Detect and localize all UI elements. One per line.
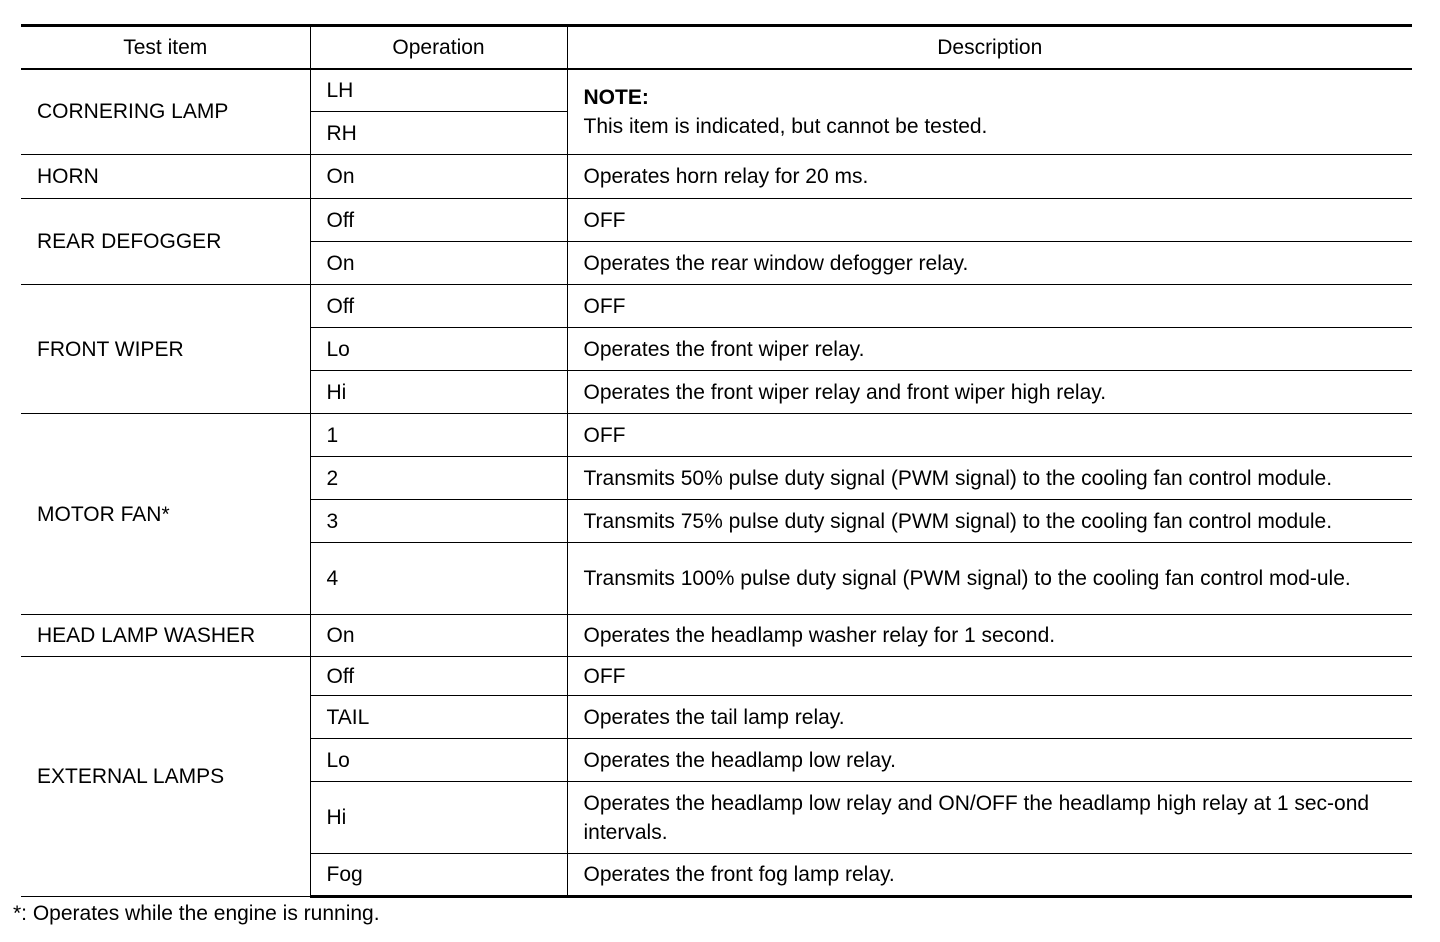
- operation-cell: RH: [310, 112, 567, 155]
- note-cell: [567, 69, 1412, 155]
- description-cell: Transmits 50% pulse duty signal (PWM signal) to the cooling fan control module.: [567, 457, 1412, 500]
- operation-cell: 3: [310, 500, 567, 543]
- test-item-horn: HORN: [21, 155, 310, 199]
- description-cell: Operates the front fog lamp relay.: [567, 854, 1412, 897]
- table-row: [21, 414, 1412, 457]
- description-cell: Transmits 100% pulse duty signal (PWM signal) to the cooling fan control mod-ule.: [567, 543, 1412, 615]
- description-cell: Operates the tail lamp relay.: [567, 696, 1412, 739]
- description-cell: Operates the headlamp low relay.: [567, 739, 1412, 782]
- footnote: *: Operates while the engine is running.: [13, 902, 380, 925]
- table-row: [21, 69, 1412, 112]
- test-item-head-lamp-washer: HEAD LAMP WASHER: [21, 615, 310, 657]
- operation-cell: Off: [310, 285, 567, 328]
- description-cell: Operates the headlamp low relay and ON/OFF the headlamp high relay at 1 sec-ond intervals.: [567, 782, 1412, 854]
- table-row: [21, 199, 1412, 242]
- description-cell: OFF: [567, 199, 1412, 242]
- test-item-cornering-lamp: CORNERING LAMP: [21, 69, 310, 155]
- test-item-rear-defogger: REAR DEFOGGER: [21, 199, 310, 285]
- test-item-table: [21, 24, 1412, 898]
- operation-cell: On: [310, 155, 567, 199]
- description-cell: Operates the front wiper relay.: [567, 328, 1412, 371]
- header-row: [21, 26, 1412, 69]
- description-cell: Operates horn relay for 20 ms.: [567, 155, 1412, 199]
- note-title: NOTE:: [583, 85, 649, 109]
- operation-cell: Lo: [310, 328, 567, 371]
- operation-cell: 4: [310, 543, 567, 615]
- description-cell: Operates the headlamp washer relay for 1 second.: [567, 615, 1412, 657]
- operation-cell: 2: [310, 457, 567, 500]
- description-cell: Operates the front wiper relay and front wiper high relay.: [567, 371, 1412, 414]
- operation-cell: LH: [310, 69, 567, 112]
- operation-cell: Off: [310, 657, 567, 696]
- operation-cell: 1: [310, 414, 567, 457]
- table-row: [21, 657, 1412, 696]
- table-row: [21, 615, 1412, 657]
- description-cell: OFF: [567, 657, 1412, 696]
- operation-cell: Fog: [310, 854, 567, 897]
- operation-cell: TAIL: [310, 696, 567, 739]
- table-row: [21, 285, 1412, 328]
- operation-cell: Hi: [310, 371, 567, 414]
- operation-cell: Hi: [310, 782, 567, 854]
- description-cell: Operates the rear window defogger relay.: [567, 242, 1412, 285]
- table-row: [21, 155, 1412, 199]
- note-text: This item is indicated, but cannot be tested.: [583, 114, 988, 138]
- operation-cell: On: [310, 242, 567, 285]
- header-description: Description: [567, 26, 1412, 69]
- description-cell: OFF: [567, 285, 1412, 328]
- description-cell: OFF: [567, 414, 1412, 457]
- test-item-front-wiper: FRONT WIPER: [21, 285, 310, 414]
- header-test-item: Test item: [21, 26, 310, 69]
- header-operation: Operation: [310, 26, 567, 69]
- description-cell: Transmits 75% pulse duty signal (PWM signal) to the cooling fan control module.: [567, 500, 1412, 543]
- operation-cell: Off: [310, 199, 567, 242]
- operation-cell: Lo: [310, 739, 567, 782]
- test-item-external-lamps: EXTERNAL LAMPS: [21, 657, 310, 897]
- operation-cell: On: [310, 615, 567, 657]
- test-item-motor-fan: MOTOR FAN*: [21, 414, 310, 615]
